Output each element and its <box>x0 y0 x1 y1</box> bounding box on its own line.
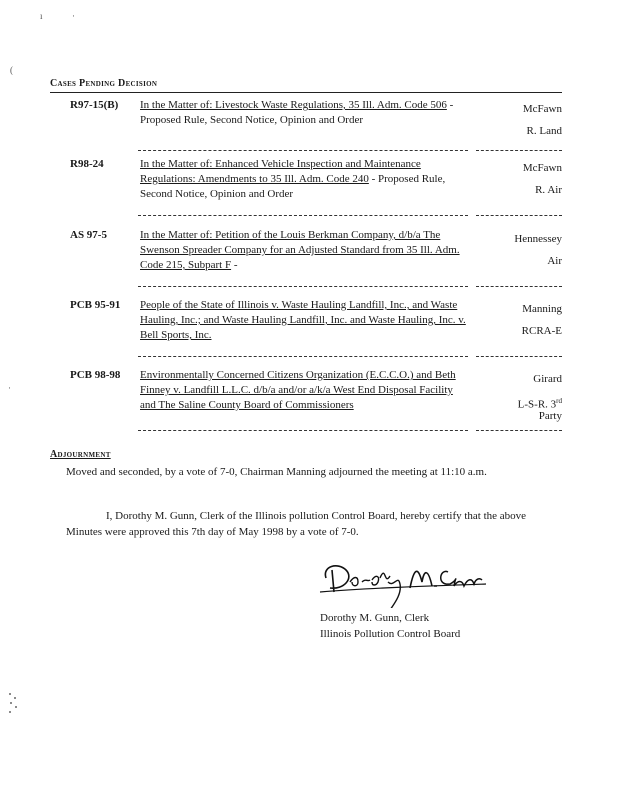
case-number: PCB 95-91 <box>70 299 121 311</box>
certification-paragraph: I, Dorothy M. Gunn, Clerk of the Illinois pollution Control Board, hereby certify that the above Minutes were approved this 7th day of May 1998 by a vote of 7-0. <box>66 510 527 538</box>
case-divider <box>476 286 562 287</box>
case-title-underlined: In the Matter of: Enhanced Vehicle Inspection and Maintenance Regulations: Amendments to 35 Ill. Adm. Code 240 <box>140 158 421 185</box>
case-divider <box>138 430 468 431</box>
case-title-underlined: In the Matter of: Livestock Waste Regulations, 35 Ill. Adm. Code 506 <box>140 99 447 111</box>
case-entry <box>50 98 562 158</box>
case-number: AS 97-5 <box>70 229 107 241</box>
case-assignment <box>482 298 562 342</box>
case-divider <box>138 356 468 357</box>
signer-organization: Illinois Pollution Control Board <box>320 628 461 640</box>
handwritten-signature <box>318 548 488 608</box>
scan-speck: · <box>8 383 11 393</box>
case-title <box>140 228 470 273</box>
case-title <box>140 298 470 343</box>
case-member: Manning <box>522 303 562 315</box>
case-member: McFawn <box>522 103 562 115</box>
case-entry <box>50 228 562 298</box>
section-rule <box>50 92 562 93</box>
case-divider <box>476 215 562 216</box>
case-title-underlined: In the Matter of: Petition of the Louis Berkman Company, d/b/a The Swenson Spreader Company for an Adjusted Standard from 35 Ill. Adm. Code 215, Subpart F <box>140 229 460 271</box>
case-title-rest: - Proposed Rule, Second Notice, Opinion and Order <box>140 173 446 200</box>
case-number: R97-15(B) <box>70 99 119 111</box>
case-divider <box>138 150 468 151</box>
case-divider <box>476 356 562 357</box>
case-assignment <box>482 98 562 142</box>
case-type-cont: Party <box>538 409 562 422</box>
case-assignment <box>482 228 562 272</box>
case-type: RCRA-E <box>521 325 562 337</box>
case-divider <box>138 286 468 287</box>
scan-speck: · <box>72 11 75 21</box>
signature-block <box>320 610 460 642</box>
signer-name: Dorothy M. Gunn, Clerk <box>320 612 430 624</box>
case-entry <box>50 157 562 227</box>
case-type: Air <box>547 255 562 267</box>
case-member: Girard <box>533 373 562 385</box>
case-title <box>140 98 470 128</box>
case-type: R. Air <box>535 184 562 196</box>
case-entry <box>50 298 562 368</box>
scan-artifact <box>6 690 20 716</box>
case-title-rest: - <box>231 259 238 271</box>
section-title-pending: Cases Pending Decision <box>50 78 158 89</box>
case-number: PCB 98-98 <box>70 369 121 381</box>
case-entry <box>50 368 562 438</box>
case-type-text: L-S-R. 3 <box>517 398 557 411</box>
case-member: Hennessey <box>514 233 562 245</box>
case-title-rest: - Proposed Rule, Second Notice, Opinion and Order <box>140 99 454 126</box>
scan-speck: ı <box>40 11 43 21</box>
case-number: R98-24 <box>70 158 104 170</box>
case-title <box>140 368 470 413</box>
case-assignment <box>482 368 562 422</box>
case-divider <box>138 215 468 216</box>
case-divider <box>476 430 562 431</box>
case-assignment <box>482 157 562 201</box>
case-type-suffix: rd <box>556 397 562 405</box>
scan-speck: ( <box>10 65 13 75</box>
case-title <box>140 157 470 202</box>
signature-text: Dorothy M. Gunn <box>318 606 326 607</box>
section-title-adjournment: Adjournment <box>50 449 111 460</box>
case-divider <box>476 150 562 151</box>
case-title-underlined: Environmentally Concerned Citizens Organization (E.C.C.O.) and Beth Finney v. Landfill L.L.C. d/b/a and/or a/k/a West End Disposal Facility and The Saline County Board of Commissioners <box>140 369 456 411</box>
case-member: McFawn <box>522 162 562 174</box>
case-title-underlined: People of the State of Illinois v. Waste Hauling Landfill, Inc., and Waste Hauling, Inc.; and Waste Hauling Landfill, Inc. and Waste Hauling, Inc. v. Bell Sports, Inc. <box>140 299 466 341</box>
case-type: R. Land <box>526 125 562 137</box>
adjournment-text: Moved and seconded, by a vote of 7-0, Chairman Manning adjourned the meeting at 11:10 a.m. <box>66 466 487 478</box>
